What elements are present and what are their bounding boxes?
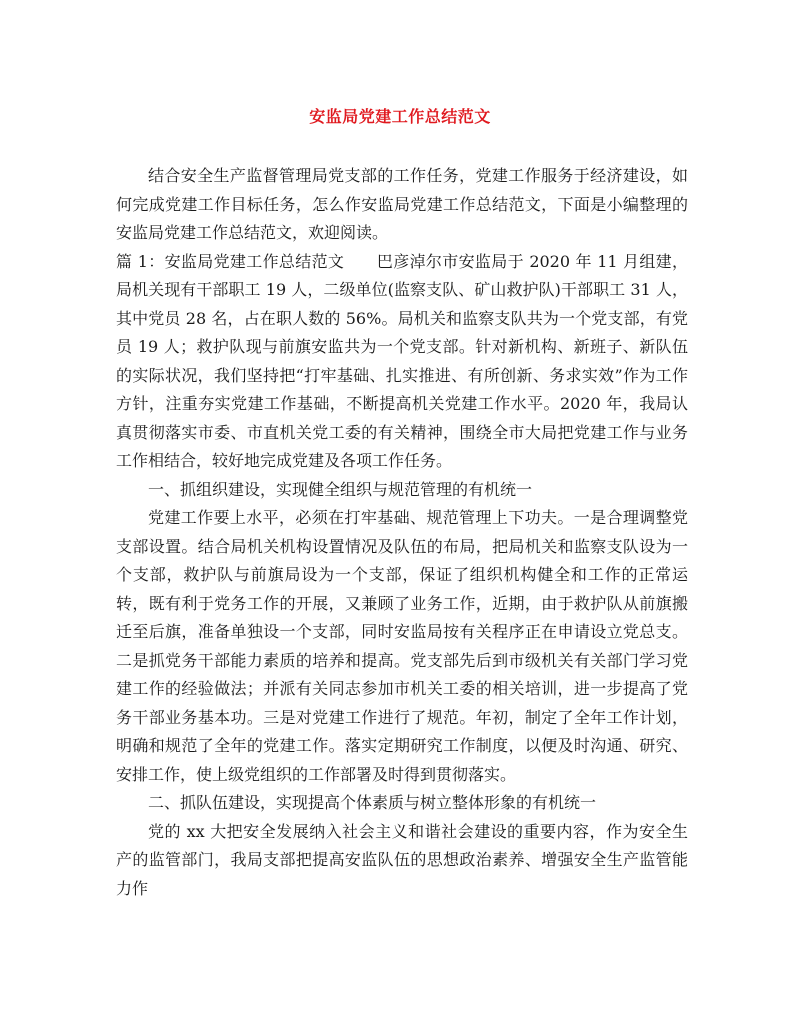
intro-paragraph: 结合安全生产监督管理局党支部的工作任务，党建工作服务于经济建设，如何完成党建工作目标任务，怎么作安监局党建工作总结范文，下面是小编整理的安监局党建工作总结范文，欢迎阅读。 bbox=[116, 166, 688, 242]
article-one-paragraph: 篇 1：安监局党建工作总结范文 巴彦淖尔市安监局于 2020 年 11 月组建，局机关现有干部职工 19 人，二级单位(监察支队、矿山救护队)干部职工 31 人，其中党员 28 名，占在职人数的 56%。局机关和监察支队共为一个党支部，有党员 19 人；救护队现与前旗安监共为一个党支部。针对新机构、新班子、新队伍的实际状况，我们坚持把“打牢基础、扎实推进、有所创新、务求实效”作为工作方针，注重夯实党建工作基础，不断提高机关党建工作水平。2020 年，我局认真贯彻落实市委、市直机关党工委的有关精神，围绕全市大局把党建工作与业务工作相结合，较好地完成党建及各项工作任务。 bbox=[116, 251, 688, 470]
team-paragraph: 党的 xx 大把安全发展纳入社会主义和谐社会建设的重要内容，作为安全生产的监管部门，我局支部把提高安监队伍的思想政治素养、增强安全生产监管能力作 bbox=[116, 821, 688, 898]
section-heading-team: 二、抓队伍建设，实现提高个体素质与树立整体形象的有机统一 bbox=[148, 793, 597, 812]
document-title: 安监局党建工作总结范文 bbox=[309, 107, 491, 126]
document-body bbox=[116, 162, 688, 903]
organization-paragraph: 党建工作要上水平，必须在打牢基础、规范管理上下功夫。一是合理调整党支部设置。结合局机关机构设置情况及队伍的布局，把局机关和监察支队设为一个支部，救护队与前旗局设为一个支部，保证了组织机构健全和工作的正常运转，既有利于党务工作的开展，又兼顾了业务工作，近期，由于救护队从前旗搬迁至后旗，准备单独设一个支部，同时安监局按有关程序正在申请设立党总支。二是抓党务干部能力素质的培养和提高。党支部先后到市级机关有关部门学习党建工作的经验做法；并派有关同志参加市机关工委的相关培训，进一步提高了党务干部业务基本功。三是对党建工作进行了规范。年初，制定了全年工作计划，明确和规范了全年的党建工作。落实定期研究工作制度，以便及时沟通、研究、安排工作，使上级党组织的工作部署及时得到贯彻落实。 bbox=[116, 508, 688, 784]
section-heading-organization: 一、抓组织建设，实现健全组织与规范管理的有机统一 bbox=[148, 479, 533, 499]
